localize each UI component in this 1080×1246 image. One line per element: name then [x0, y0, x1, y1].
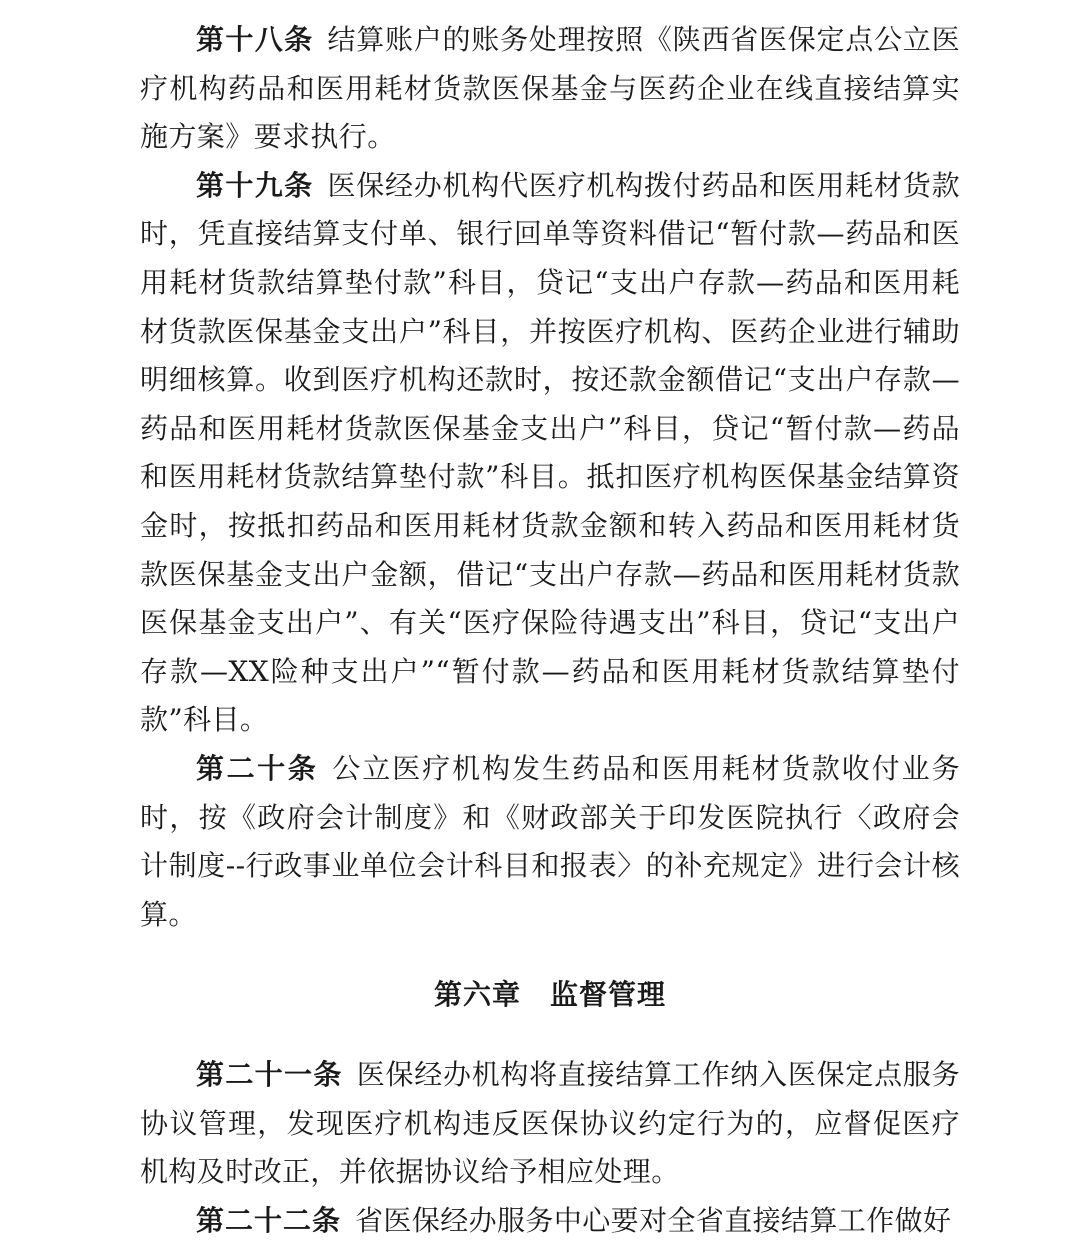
document-page: [140, 0, 960, 1246]
article-21: [140, 1051, 960, 1197]
article-19-label: 第十九条: [196, 168, 314, 202]
article-19-text: 医保经办机构代医疗机构拨付药品和医用耗材货款时，凭直接结算支付单、银行回单等资料借记“暂付款—药品和医用耗材货款结算垫付款”科目，贷记“支出户存款—药品和医用耗材货款医保基金支出户”科目，并按医疗机构、医药企业进行辅助明细核算。收到医疗机构还款时，按还款金额借记“支出户存款—药品和医用耗材货款医保基金支出户”科目，贷记“暂付款—药品和医用耗材货款结算垫付款”科目。抵扣医疗机构医保基金结算资金时，按抵扣药品和医用耗材货款金额和转入药品和医用耗材货款医保基金支出户金额，借记“支出户存款—药品和医用耗材货款医保基金支出户”、有关“医疗保险待遇支出”科目，贷记“支出户存款—XX险种支出户”“暂付款—药品和医用耗材货款结算垫付款”科目。: [140, 168, 960, 737]
article-18: [140, 16, 960, 162]
article-19: [140, 162, 960, 745]
article-18-label: 第十八条: [196, 23, 314, 56]
article-20-label: 第二十条: [196, 751, 319, 785]
article-20: [140, 745, 960, 939]
article-20-text: 公立医疗机构发生药品和医用耗材货款收付业务时，按《政府会计制度》和《财政部关于印发医院执行〈政府会计制度--行政事业单位会计科目和报表〉的补充规定》进行会计核算。: [140, 751, 960, 931]
article-18-text: 结算账户的账务处理按照《陕西省医保定点公立医疗机构药品和医用耗材货款医保基金与医药企业在线直接结算实施方案》要求执行。: [140, 23, 960, 154]
article-21-text: 医保经办机构将直接结算工作纳入医保定点服务协议管理，发现医疗机构违反医保协议约定行为的，应督促医疗机构及时改正，并依据协议给予相应处理。: [140, 1058, 960, 1189]
article-22-text: 省医保经办服务中心要对全省直接结算工作做好: [355, 1204, 952, 1238]
article-22: [140, 1197, 960, 1246]
article-21-label: 第二十一条: [196, 1058, 343, 1092]
chapter-heading: 第六章 监督管理: [433, 978, 666, 1012]
article-22-label: 第二十二条: [196, 1204, 342, 1238]
